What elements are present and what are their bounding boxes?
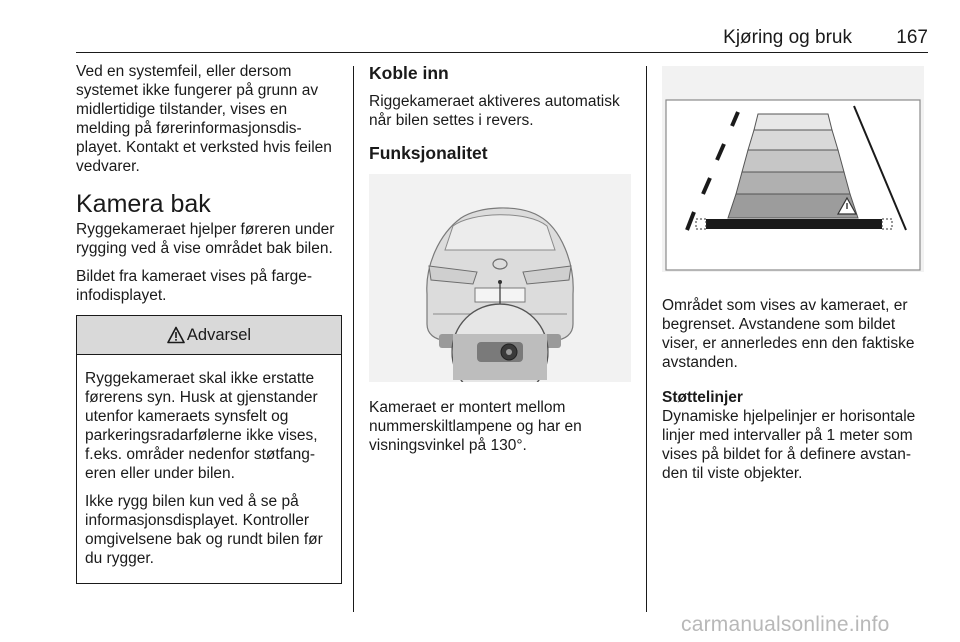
warning-paragraph-2: Ikke rygg bilen kun ved å se på informasjonsdisplayet. Kontroller omgivelsene bak og rundt bilen før du rygger.: [85, 493, 323, 567]
display-paragraph: Området som vises av kameraet, er begrenset. Avstandene som bildet viser, er annerledes enn den faktiske avstanden.: [662, 297, 915, 371]
running-header-title: Kjøring og bruk: [723, 27, 852, 48]
column-divider-1: [353, 66, 354, 612]
rear-camera-paragraph-2: Bildet fra kameraet vises på fargeinfodisplayet.: [76, 268, 313, 304]
header-divider: [76, 52, 928, 53]
camera-position-caption: Kameraet er montert mellom nummerskiltlampene og har en visningsvinkel på 130°.: [369, 399, 582, 454]
warning-box: [76, 315, 342, 584]
column-divider-2: [646, 66, 647, 612]
intro-paragraph: Ved en systemfeil, eller dersom systemet ikke fungerer på grunn av midlertidige tilstander, vises en melding på førerinformasjonsdisplayet. Kontakt et verksted hvis feilen vedvarer.: [76, 63, 332, 175]
connect-paragraph: Riggekameraet aktiveres automatisk når bilen settes i revers.: [369, 93, 620, 129]
column-2: [369, 62, 633, 464]
guidelines-paragraph: Dynamiske hjelpelinjer er horisontale linjer med intervaller på 1 meter som vises på bildet for å definere avstanden til viste objekter.: [662, 408, 916, 482]
warning-body: [77, 355, 341, 583]
warning-triangle-icon: [167, 326, 185, 344]
warning-title: Advarsel: [186, 325, 252, 344]
column-3: [662, 62, 928, 492]
section-heading-rear-camera: Kamera bak: [76, 190, 211, 218]
warning-paragraph-1: Ryggekameraet skal ikke erstatte førerens syn. Husk at gjenstander utenfor kameraets synsfelt og parkeringsradarfølerne ikke vises, f.eks. områder nedenfor støtfangeren eller under bilen.: [85, 370, 318, 482]
section-heading-guidelines: Støttelinjer: [662, 389, 743, 406]
watermark: carmanualsonline.info: [681, 613, 890, 636]
page-number: 167: [896, 27, 928, 48]
warning-header: [77, 316, 341, 355]
camera-display-illustration: [662, 66, 924, 272]
rear-camera-car-illustration: [369, 174, 631, 382]
rear-camera-paragraph-1: Ryggekameraet hjelper føreren under rygging ved å vise området bak bilen.: [76, 221, 335, 257]
section-heading-function: Funksjonalitet: [369, 143, 488, 163]
column-1: [76, 62, 342, 584]
section-heading-connect: Koble inn: [369, 63, 449, 83]
